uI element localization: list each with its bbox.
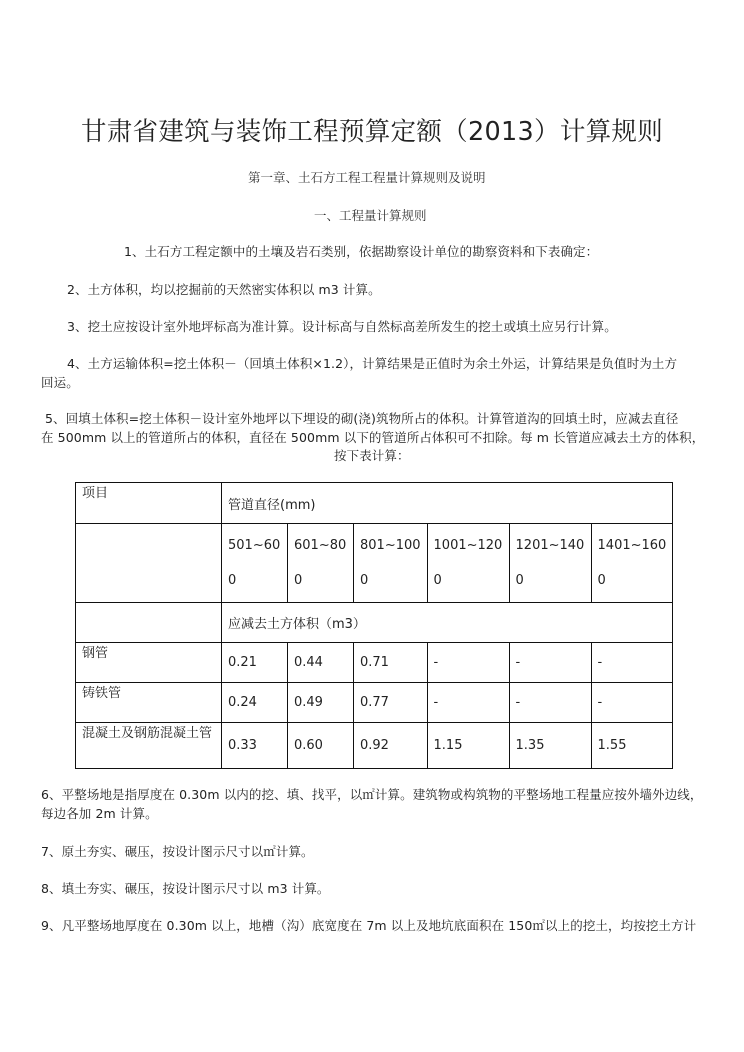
diameter-cell: 1201~140 0 [509, 524, 591, 603]
rule-6-line-1: 6、平整场地是指厚度在 0.30m 以内的挖、填、找平，以㎡计算。建筑物或构筑物的平整场地工程量应按外墙外边线， [41, 787, 703, 802]
header-item-cell: 项目 [76, 483, 222, 524]
value-cell: 1.35 [509, 723, 591, 769]
value-cell: - [427, 683, 509, 723]
diameter-cell: 1401~160 0 [591, 524, 673, 603]
value-cell: 0.92 [354, 723, 428, 769]
value-cell: 0.77 [354, 683, 428, 723]
empty-cell [76, 524, 222, 603]
empty-cell [76, 603, 222, 643]
value-cell: - [591, 643, 673, 683]
value-cell: 0.24 [222, 683, 288, 723]
value-cell: - [591, 683, 673, 723]
rule-9: 9、凡平整场地厚度在 0.30m 以上，地槽（沟）底宽度在 7m 以上及地坑底面积在 150㎡以上的挖土，均按挖土方计 [41, 918, 697, 933]
rule-2: 2、土方体积，均以挖掘前的天然密实体积以 m3 计算。 [67, 282, 381, 297]
value-cell: 0.33 [222, 723, 288, 769]
row-label: 铸铁管 [76, 683, 222, 723]
row-label: 混凝土及钢筋混凝土管 [76, 723, 222, 769]
volume-header-cell: 应减去土方体积（m3） [222, 603, 673, 643]
rule-4-line-1: 4、土方运输体积=挖土体积－（回填土体积×1.2），计算结果是正值时为余土外运，计算结果是负值时为土方 [67, 356, 678, 371]
value-cell: - [509, 643, 591, 683]
diameter-row [76, 524, 673, 603]
rule-8: 8、填土夯实、碾压，按设计图示尺寸以 m3 计算。 [41, 881, 330, 896]
row-label: 钢管 [76, 643, 222, 683]
value-cell: 0.60 [288, 723, 354, 769]
value-cell: 0.49 [288, 683, 354, 723]
rule-1: 1、土石方工程定额中的土壤及岩石类别，依据勘察设计单位的勘察资料和下表确定： [124, 244, 599, 259]
table-row [76, 643, 673, 683]
volume-header-row [76, 603, 673, 643]
header-diameter-cell: 管道直径(mm) [222, 483, 673, 524]
value-cell: - [427, 643, 509, 683]
rule-3: 3、挖土应按设计室外地坪标高为准计算。设计标高与自然标高差所发生的挖土或填土应另行计算。 [67, 319, 617, 334]
rule-4-line-2: 回运。 [41, 375, 79, 390]
value-cell: 0.44 [288, 643, 354, 683]
rule-6-line-2: 每边各加 2m 计算。 [41, 806, 158, 821]
value-cell: 0.71 [354, 643, 428, 683]
pipe-volume-table [75, 482, 673, 769]
table-row [76, 683, 673, 723]
value-cell: 1.55 [591, 723, 673, 769]
section-heading: 一、工程量计算规则 [314, 208, 427, 223]
value-cell: - [509, 683, 591, 723]
rule-5-line-2: 在 500mm 以上的管道所占的体积，直径在 500mm 以下的管道所占体积可不扣除。每 m 长管道应减去土方的体积， [41, 430, 705, 445]
table-row [76, 723, 673, 769]
diameter-cell: 601~80 0 [288, 524, 354, 603]
document-title: 甘肃省建筑与装饰工程预算定额（2013）计算规则 [80, 117, 664, 147]
value-cell: 1.15 [427, 723, 509, 769]
table-header-row [76, 483, 673, 524]
diameter-cell: 801~100 0 [354, 524, 428, 603]
value-cell: 0.21 [222, 643, 288, 683]
chapter-heading: 第一章、土石方工程工程量计算规则及说明 [248, 170, 486, 185]
rule-5-line-3: 按下表计算： [334, 448, 410, 463]
diameter-cell: 1001~120 0 [427, 524, 509, 603]
diameter-cell: 501~60 0 [222, 524, 288, 603]
rule-7: 7、原土夯实、碾压，按设计图示尺寸以㎡计算。 [41, 844, 314, 859]
rule-5-line-1: 5、回填土体积=挖土体积－设计室外地坪以下埋设的砌(浇)筑物所占的体积。计算管道沟的回填土时，应减去直径 [45, 411, 679, 426]
